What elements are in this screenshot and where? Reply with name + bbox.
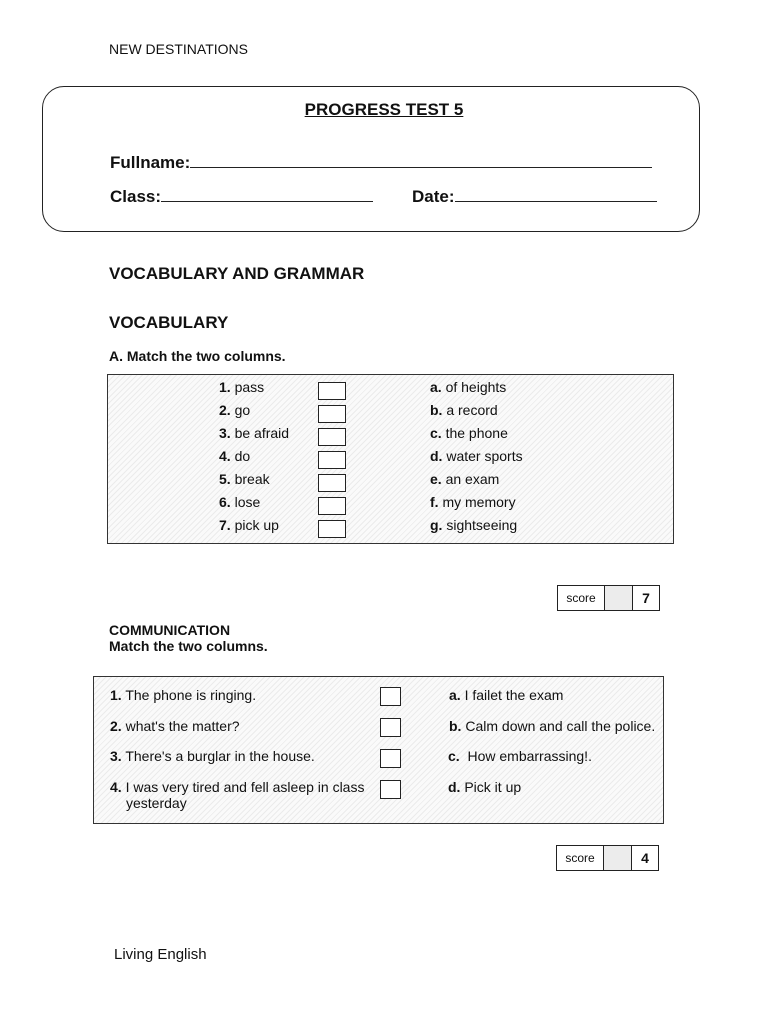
fullname-blank[interactable] [190,151,652,168]
vocab-answer-box-6[interactable] [318,497,346,515]
vocab-option-g: g. sightseeing [430,517,518,533]
vocab-score-box [557,585,660,611]
class-row [110,185,373,207]
comm-item-3: 3. There's a burglar in the house. [110,748,315,764]
fullname-label: Fullname: [110,153,191,172]
communication-heading: COMMUNICATION [109,622,231,638]
vocab-answer-box-7[interactable] [318,520,346,538]
vocab-answer-box-2[interactable] [318,405,346,423]
series-header: NEW DESTINATIONS [109,41,248,57]
vocab-score-total: 7 [633,585,660,611]
section-heading-vocabulary: VOCABULARY [109,313,229,332]
section-heading-main: VOCABULARY AND GRAMMAR [109,264,365,283]
test-title: PROGRESS TEST 5 [304,100,464,119]
vocab-item-2: 2. go [219,402,251,418]
comm-option-c: c. How embarrassing!. [448,748,592,764]
vocab-option-d: d. water sports [430,448,523,464]
comm-item-1: 1. The phone is ringing. [110,687,257,703]
communication-score-input[interactable] [604,845,632,871]
vocab-item-5: 5. break [219,471,270,487]
comm-option-b: b. Calm down and call the police. [449,718,656,734]
comm-item-4: 4. I was very tired and fell asleep in class [110,779,365,795]
vocab-item-7: 7. pick up [219,517,279,533]
footer-text: Living English [114,946,207,963]
communication-score-total: 4 [632,845,659,871]
vocab-item-4: 4. do [219,448,251,464]
date-blank[interactable] [455,185,657,202]
fullname-row [110,151,652,173]
vocab-score-label: score [557,585,605,611]
communication-score-label: score [556,845,604,871]
comm-answer-box-2[interactable] [380,718,401,737]
date-row [412,185,657,207]
date-label: Date: [412,187,455,206]
vocab-answer-box-3[interactable] [318,428,346,446]
vocab-item-3: 3. be afraid [219,425,290,441]
communication-score-box [556,845,659,871]
vocab-option-c: c. the phone [430,425,508,441]
comm-answer-box-4[interactable] [380,780,401,799]
vocab-item-1: 1. pass [219,379,265,395]
vocab-option-f: f. my memory [430,494,516,510]
vocab-option-b: b. a record [430,402,498,418]
vocab-answer-box-4[interactable] [318,451,346,469]
comm-option-d: d. Pick it up [448,779,522,795]
comm-item-2: 2. what's the matter? [110,718,240,734]
class-label: Class: [110,187,162,206]
vocab-match-box [107,374,674,544]
comm-item-4-continuation: yesterday [126,795,187,811]
class-blank[interactable] [161,185,373,202]
vocab-option-e: e. an exam [430,471,500,487]
comm-answer-box-3[interactable] [380,749,401,768]
vocab-score-input[interactable] [605,585,633,611]
vocab-answer-box-1[interactable] [318,382,346,400]
comm-option-a: a. I failet the exam [449,687,564,703]
vocab-instruction: A. Match the two columns. [109,348,286,364]
vocab-option-a: a. of heights [430,379,507,395]
communication-instruction: Match the two columns. [109,638,268,654]
comm-answer-box-1[interactable] [380,687,401,706]
vocab-answer-box-5[interactable] [318,474,346,492]
vocab-item-6: 6. lose [219,494,261,510]
